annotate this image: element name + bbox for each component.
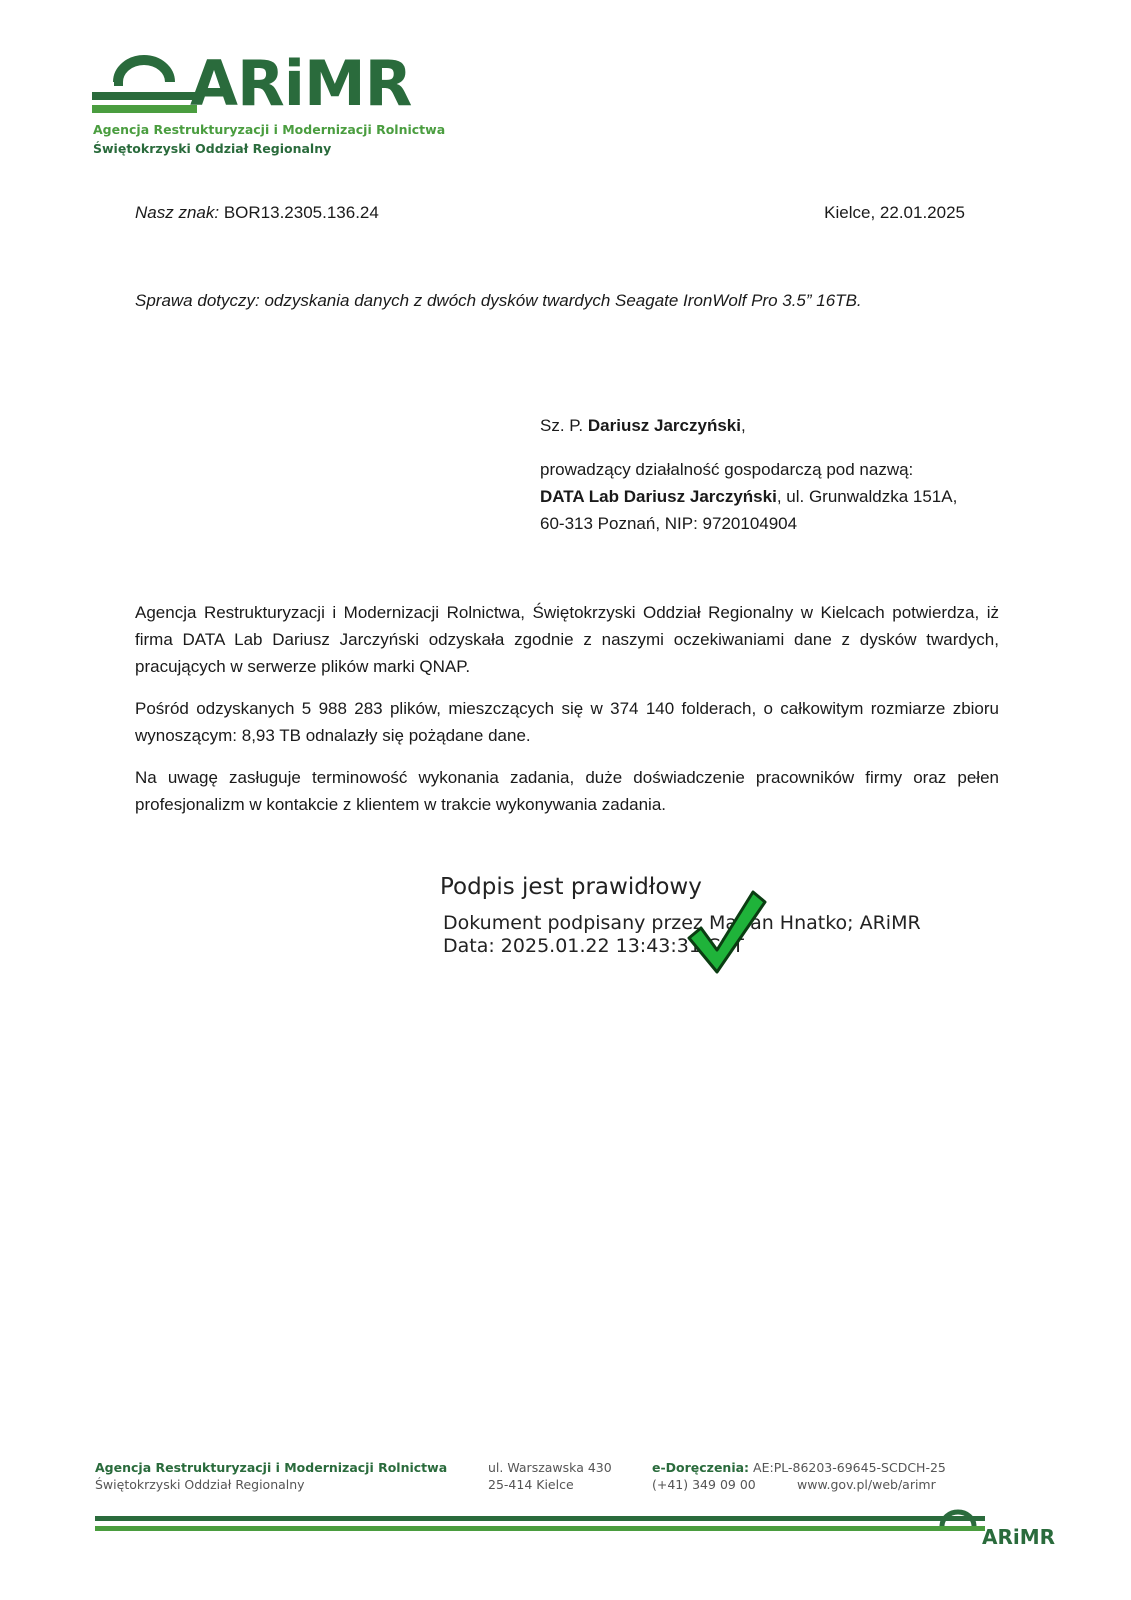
- signature-date: Data: 2025.01.22 13:43:31 CET: [443, 935, 744, 957]
- body-paragraph-1: Agencja Restrukturyzacji i Modernizacji Rolnictwa, Świętokrzyski Oddział Regionalny w Kielcach potwierdza, iż firma DATA Lab Dariusz Jarczyński odzyskała zgodnie z naszymi oczekiwaniami dane z dysków twardych, pracujących w serwerze plików marki QNAP.: [135, 603, 999, 676]
- recipient-address: [540, 412, 957, 537]
- logo-wordmark: ARiMR: [190, 47, 412, 120]
- footer-stripes: [95, 1506, 995, 1536]
- recipient-line-1: [540, 412, 957, 439]
- recipient-line-4: 60-313 Poznań, NIP: 9720104904: [540, 514, 798, 533]
- footer-phone: (+41) 349 09 00: [652, 1477, 756, 1492]
- recipient-name: Dariusz Jarczyński: [587, 416, 741, 435]
- reference-value: BOR13.2305.136.24: [219, 203, 379, 222]
- signature-valid-check-icon: [687, 890, 767, 975]
- footer-logo-wordmark: ARiMR: [982, 1525, 1056, 1549]
- logo-org-branch: Świętokrzyski Oddział Regionalny: [93, 141, 332, 156]
- edoreczenia-label: e-Doręczenia:: [652, 1460, 750, 1475]
- footer-website: www.gov.pl/web/arimr: [797, 1477, 936, 1492]
- arimr-logo-icon: [92, 52, 197, 118]
- footer-org-name: Agencja Restrukturyzacji i Modernizacji Rolnictwa: [95, 1460, 448, 1475]
- footer-street: ul. Warszawska 430: [488, 1460, 612, 1475]
- recipient-line-2: prowadzący działalność gospodarczą pod nazwą:: [540, 460, 914, 479]
- footer-edoreczenia: [652, 1459, 946, 1476]
- salutation: Sz. P.: [540, 416, 588, 435]
- recipient-street: , ul. Grunwaldzka 151A,: [776, 487, 958, 506]
- recipient-line-3: [540, 483, 957, 510]
- footer-logo-icon: [938, 1506, 978, 1528]
- letter-body: [135, 599, 999, 833]
- name-suffix: ,: [740, 416, 746, 435]
- reference-label: Nasz znak:: [135, 203, 220, 222]
- signature-status: Podpis jest prawidłowy: [440, 874, 702, 900]
- reference-number: [135, 199, 379, 226]
- signature-signer: Dokument podpisany przez Marian Hnatko; ARiMR: [443, 912, 921, 934]
- edoreczenia-address: AE:PL-86203-69645-SCDCH-25: [749, 1460, 946, 1475]
- footer-org-branch: Świętokrzyski Oddział Regionalny: [95, 1477, 305, 1492]
- footer-city: 25-414 Kielce: [488, 1477, 574, 1492]
- place-date: Kielce, 22.01.2025: [824, 203, 965, 222]
- body-paragraph-3: Na uwagę zasługuje terminowość wykonania zadania, duże doświadczenie pracowników firmy oraz pełen profesjonalizm w kontakcie z klientem w trakcie wykonywania zadania.: [135, 768, 999, 814]
- body-paragraph-2: Pośród odzyskanych 5 988 283 plików, mieszczących się w 374 140 folderach, o całkowitym rozmiarze zbioru wynoszącym: 8,93 TB odnalazły się pożądane dane.: [135, 699, 999, 745]
- letter-subject: Sprawa dotyczy: odzyskania danych z dwóch dysków twardych Seagate IronWolf Pro 3.5” 16TB.: [135, 291, 862, 310]
- recipient-company: DATA Lab Dariusz Jarczyński: [540, 487, 777, 506]
- logo-org-name: Agencja Restrukturyzacji i Modernizacji Rolnictwa: [93, 122, 446, 137]
